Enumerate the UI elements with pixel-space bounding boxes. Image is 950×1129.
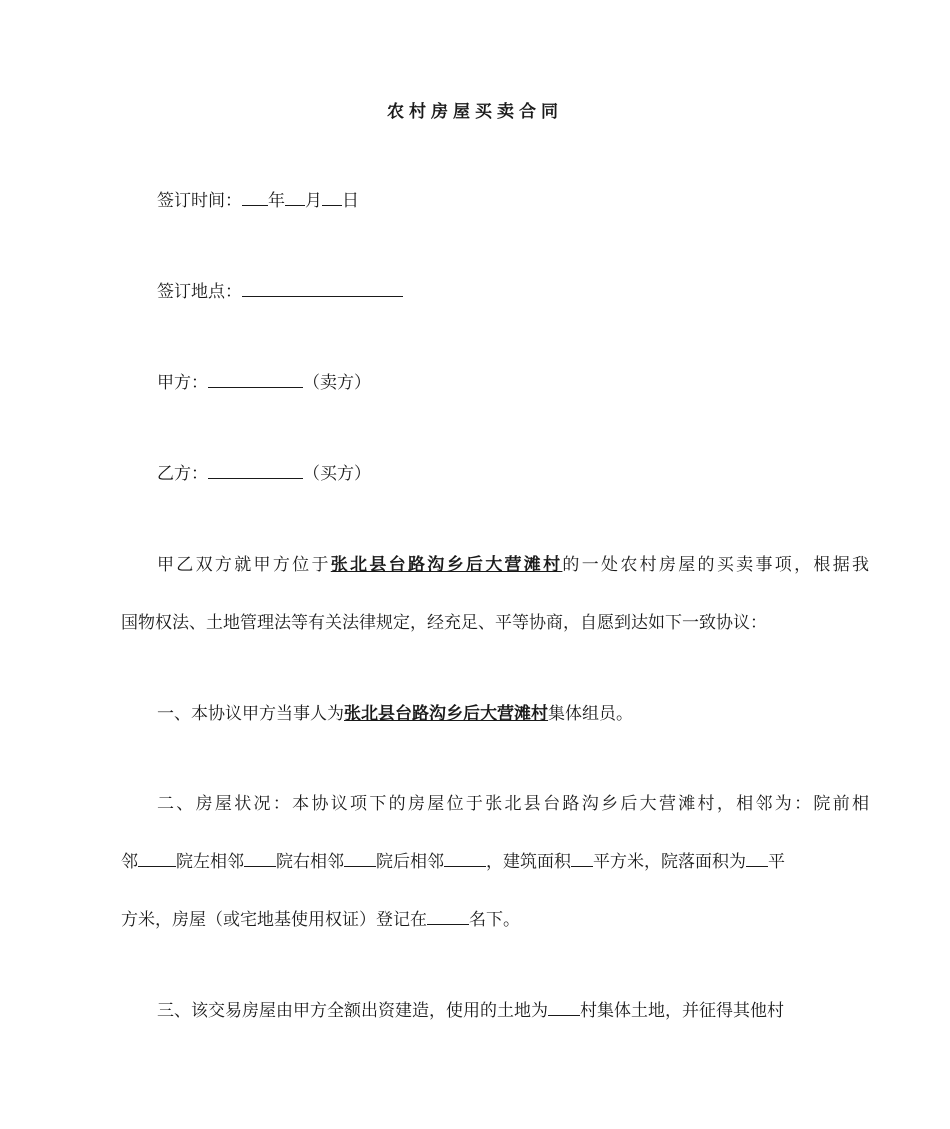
- sign-place-blank: [242, 280, 403, 297]
- party-b-role: （买方）: [303, 464, 371, 484]
- intro-line-1: [121, 553, 869, 577]
- neighbor-left-label: 院左相邻: [176, 852, 244, 872]
- intro-text-pre: 甲乙双方就甲方位于: [157, 555, 331, 575]
- register-owner-blank: [427, 908, 469, 925]
- intro-line-2: 国物权法、土地管理法等有关法律规定，经充足、平等协商，自愿到达如下一致协议：: [121, 613, 767, 633]
- day-unit: 日: [342, 191, 359, 211]
- register-suffix: 名下。: [469, 910, 520, 930]
- document-title: 农村房屋买卖合同: [387, 102, 563, 122]
- clause-2-line-1: 二、房屋状况：本协议项下的房屋位于张北县台路沟乡后大营滩村，相邻为：院前相: [157, 794, 869, 814]
- clause-1-location: 张北县台路沟乡后大营滩村: [344, 704, 548, 724]
- intro-location: 张北县台路沟乡后大营滩村: [330, 555, 563, 575]
- neighbor-back-label: 院后相邻: [376, 852, 444, 872]
- party-b-line: [121, 462, 869, 486]
- clause-1: [121, 702, 869, 726]
- party-a-line: [121, 371, 869, 395]
- day-blank: [322, 189, 342, 206]
- sign-place-label: 签订地点：: [157, 282, 242, 302]
- neighbor-back-blank: [444, 850, 486, 867]
- building-area-blank: [571, 850, 593, 867]
- year-blank: [242, 189, 268, 206]
- party-b-label: 乙方：: [157, 464, 208, 484]
- neighbor-left-blank: [244, 850, 276, 867]
- clause-1-post: 集体组员。: [548, 704, 633, 724]
- yard-area-blank: [746, 850, 768, 867]
- month-unit: 月: [305, 191, 322, 211]
- register-label: 方米，房屋（或宅地基使用权证）登记在: [121, 910, 427, 930]
- month-blank: [285, 189, 305, 206]
- sign-place-line: [121, 280, 869, 304]
- sign-time-label: 签订时间：: [157, 191, 242, 211]
- yard-area-label: 平方米，院落面积为: [593, 852, 746, 872]
- party-a-role: （卖方）: [303, 373, 371, 393]
- building-area-label: ，建筑面积: [486, 852, 571, 872]
- neighbor-front-blank: [138, 850, 176, 867]
- clause-2-line-3: [121, 908, 833, 932]
- neighbor-front-label: 邻: [121, 852, 138, 872]
- yard-area-unit: 平: [768, 852, 785, 872]
- neighbor-right-label: 院右相邻: [276, 852, 344, 872]
- neighbor-right-blank: [344, 850, 376, 867]
- village-blank: [548, 999, 580, 1016]
- party-a-label: 甲方：: [157, 373, 208, 393]
- sign-time-line: [121, 189, 869, 213]
- year-unit: 年: [268, 191, 285, 211]
- clause-3-post: 村集体土地，并征得其他村: [580, 1001, 784, 1021]
- clause-2-line-2: [121, 850, 833, 874]
- party-b-blank: [208, 462, 303, 479]
- party-a-blank: [208, 371, 303, 388]
- clause-1-pre: 一、本协议甲方当事人为: [157, 704, 344, 724]
- intro-text-post: 的一处农村房屋的买卖事项，根据我: [562, 555, 870, 575]
- clause-3-line-1: [121, 999, 869, 1023]
- clause-3-pre: 三、该交易房屋由甲方全额出资建造，使用的土地为: [157, 1001, 548, 1021]
